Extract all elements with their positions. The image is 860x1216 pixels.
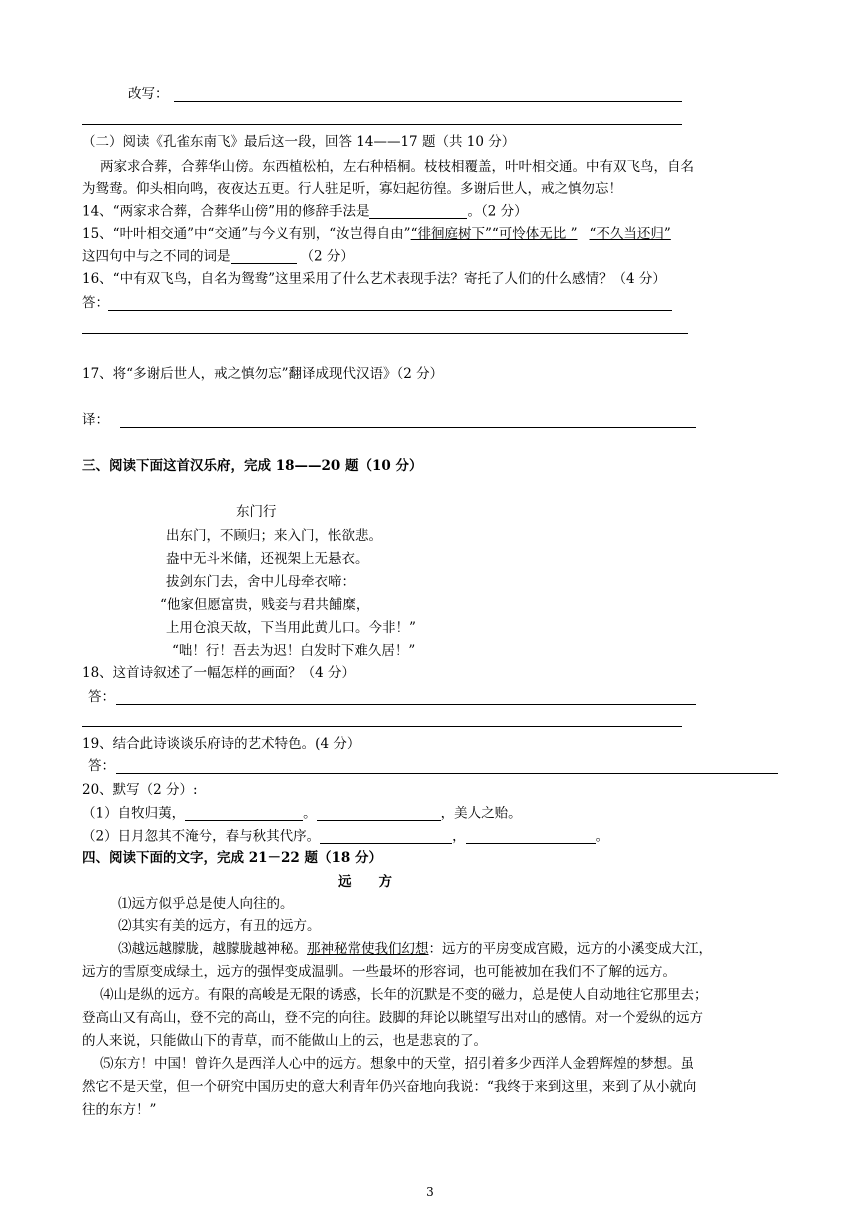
poem-line-2: 盎中无斗米储，还视架上无悬衣。: [166, 551, 369, 567]
page-number: 3: [426, 1185, 434, 1199]
article-title: 远 方: [338, 874, 392, 890]
article-paragraph-3-line-1: [118, 943, 712, 957]
question-18: 18、这首诗叙述了一幅怎样的画面？（4 分）: [82, 665, 356, 681]
article-paragraph-5-line-1: ⑸东方！中国！曾许久是西洋人心中的远方。想象中的天堂，招引着多少西洋人金碧辉煌的梦想。虽: [100, 1056, 694, 1072]
question-18-answer-line-1[interactable]: [116, 704, 696, 705]
poem-line-1: 出东门，不顾归；来入门，怅欲悲。: [166, 528, 382, 544]
question-20-item-2-period: 。: [595, 828, 610, 845]
question-14-text: 14、“两家求合葬，合葬华山傍”用的修辞手法是: [82, 203, 370, 220]
question-14-blank[interactable]: [369, 205, 467, 219]
question-15-score: （2 分）: [300, 248, 354, 265]
question-15-text-2: 这四句中与之不同的词是: [82, 248, 231, 265]
question-15-line-1: [82, 228, 671, 242]
question-15-blank[interactable]: [231, 250, 297, 264]
poem-line-3: 拔剑东门去，舍中儿母牵衣啼：: [166, 574, 355, 590]
question-14: [82, 205, 528, 219]
question-20-item-1-blank-1[interactable]: [185, 807, 303, 821]
poem-title: 东门行: [236, 504, 277, 520]
passage-line-2: 为鸳鸯。仰头相向鸣，夜夜达五更。行人驻足听，寡妇起彷徨。多谢后世人，戒之慎勿忘！: [82, 181, 622, 197]
question-20-item-2-comma: ，: [452, 828, 466, 845]
question-20-item-2-text: （2）日月忽其不淹兮，春与秋其代序。: [82, 828, 321, 845]
question-20-item-2: [82, 830, 609, 844]
article-paragraph-5-line-3: 往的东方！”: [82, 1102, 157, 1118]
question-20: 20、默写（2 分）:: [82, 782, 198, 798]
question-15-text-b: “徘徊庭树下”: [410, 226, 492, 242]
question-20-item-2-blank-1[interactable]: [320, 830, 452, 844]
question-16-answer-line-2[interactable]: [82, 333, 688, 334]
question-15-text-c: “可怜体无比 ”: [491, 226, 578, 242]
question-16-answer-label: 答：: [82, 295, 109, 311]
question-16-answer-line-1[interactable]: [108, 310, 672, 311]
poem-line-4: “他家但愿富贵，贱妾与君共餔糜，: [160, 597, 370, 613]
article-paragraph-4-line-1: ⑷山是纵的远方。有限的高峻是无限的诱惑，长年的沉默是不变的磁力，总是使人自动地往它那里去；: [100, 987, 708, 1003]
rewrite-answer-line[interactable]: [174, 101, 682, 102]
question-20-item-1-text: （1）自牧归荑，: [82, 805, 186, 822]
article-paragraph-3-line-2: 远方的雪原变成绿土，远方的强悍变成温驯。一些最坏的形容词，也可能被加在我们不了解的远方。: [82, 964, 676, 980]
question-19-answer-label: 答：: [88, 758, 115, 774]
question-17-answer-line[interactable]: [120, 427, 696, 428]
question-20-item-1-text-end: ，美人之贻。: [440, 805, 522, 822]
section-2-heading: （二）阅读《孔雀东南飞》最后这一段，回答 14——17 题（共 10 分）: [82, 134, 516, 150]
article-paragraph-3-underlined: 那神秘常使我们幻想: [307, 941, 429, 957]
question-20-item-1-period: 。: [303, 805, 317, 822]
question-16: 16、“中有双飞鸟，自名为鸳鸯”这里采用了什么艺术表现手法？寄托了人们的什么感情？（4 分）: [82, 271, 666, 287]
poem-line-6: “咄！行！吾去为迟！白发时下难久居！”: [172, 643, 416, 659]
question-15-text-d: “不久当还归”: [589, 226, 671, 242]
article-paragraph-5-line-2: 然它不是天堂，但一个研究中国历史的意大利青年仍兴奋地向我说：“我终于来到这里，来到了从小就向: [82, 1079, 697, 1095]
section-4-heading: 四、阅读下面的文字，完成 21－22 题（18 分）: [82, 850, 382, 866]
question-15-line-2: [82, 250, 354, 264]
article-paragraph-3-text-b: ：远方的平房变成宫殿，远方的小溪变成大江，: [428, 941, 712, 957]
article-paragraph-1: ⑴远方似乎总是使人向往的。: [118, 896, 294, 912]
question-19: 19、结合此诗谈谈乐府诗的艺术特色。(4 分）: [82, 736, 361, 752]
article-paragraph-4-line-2: 登高山又有高山，登不完的高山，登不完的向往。跂脚的拜论以眺望写出对山的感情。对一个爱纵的远方: [82, 1010, 703, 1026]
question-17-translate-label: 译：: [82, 412, 109, 428]
question-20-item-1-blank-2[interactable]: [317, 807, 441, 821]
question-15-text-a: 15、“叶叶相交通”中“交通”与今义有别，“汝岂得自由”: [82, 226, 411, 242]
rewrite-label: 改写：: [128, 86, 169, 102]
question-14-score: 。（2 分）: [467, 203, 528, 220]
section-3-heading: 三、阅读下面这首汉乐府，完成 18——20 题（10 分）: [82, 458, 423, 474]
question-19-answer-line[interactable]: [116, 773, 778, 774]
question-18-answer-label: 答：: [88, 689, 115, 705]
article-paragraph-4-line-3: 的人来说，只能做山下的青草，而不能做山上的云，也是悲哀的了。: [82, 1033, 487, 1049]
article-paragraph-2: ⑵其实有美的远方，有丑的远方。: [118, 918, 321, 934]
question-17: 17、将“多谢后世人，戒之慎勿忘”翻译成现代汉语》（2 分）: [82, 366, 444, 382]
passage-line-1: 两家求合葬，合葬华山傍。东西植松柏，左右种梧桐。枝枝相覆盖，叶叶相交通。中有双飞鸟，自名: [100, 159, 694, 175]
article-paragraph-3-text-a: ⑶越远越朦胧，越朦胧越神秘。: [118, 941, 307, 957]
poem-line-5: 上用仓浪天故，下当用此黄儿口。今非！”: [166, 620, 416, 636]
question-20-item-2-blank-2[interactable]: [466, 830, 596, 844]
rewrite-answer-line-2[interactable]: [82, 124, 682, 125]
question-20-item-1: [82, 807, 522, 821]
question-18-answer-line-2[interactable]: [82, 726, 682, 727]
